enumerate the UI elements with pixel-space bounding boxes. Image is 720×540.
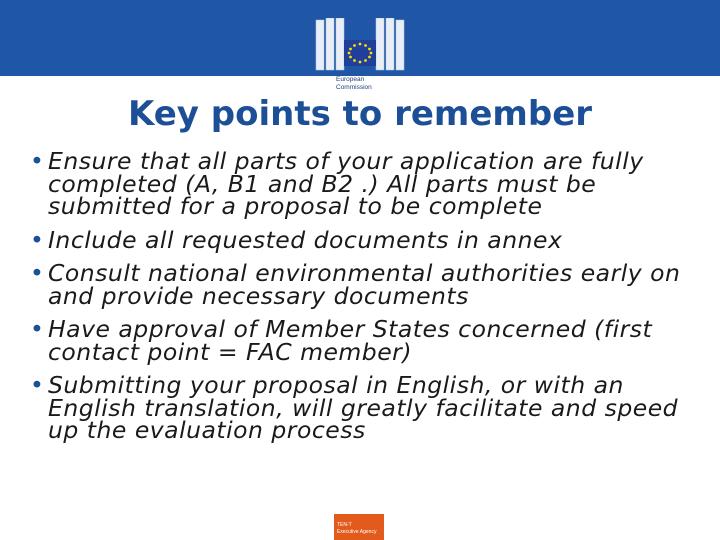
bullet-dot-icon: • — [30, 259, 45, 287]
logo-caption — [336, 76, 372, 92]
bullet-item — [30, 315, 700, 366]
bullet-list — [30, 147, 700, 453]
logo-caption-line1: European — [336, 76, 365, 83]
slide-title: Key points to remember — [127, 94, 593, 134]
bullet-text: Submitting your proposal in English, or with an English translation, will greatly facilitate and speed up the evaluation process — [48, 371, 679, 444]
bullet-dot-icon: • — [30, 371, 45, 399]
bullet-text: Ensure that all parts of your application are fully completed (A, B1 and B2 .) All parts must be submitted for a proposal to be complete — [48, 147, 644, 220]
bullet-text: Consult national environmental authorities early on and provide necessary documents — [48, 259, 681, 310]
footer-logo-line2: Executive Agency — [337, 529, 377, 535]
bullet-dot-icon: • — [30, 315, 45, 343]
bullet-text: Include all requested documents in annex — [48, 225, 563, 254]
bullet-item — [30, 259, 700, 310]
bullet-dot-icon: • — [30, 225, 45, 254]
bullet-dot-icon: • — [30, 147, 45, 175]
bullet-item — [30, 225, 700, 254]
logo-caption-line2: Commission — [336, 84, 372, 91]
ten-t-agency-logo — [334, 514, 384, 540]
bullet-item — [30, 147, 700, 220]
bullet-text: Have approval of Member States concerned (first contact point = FAC member) — [48, 315, 653, 366]
bullet-item — [30, 371, 700, 444]
footer-logo-line1: TEN-T — [337, 522, 352, 528]
